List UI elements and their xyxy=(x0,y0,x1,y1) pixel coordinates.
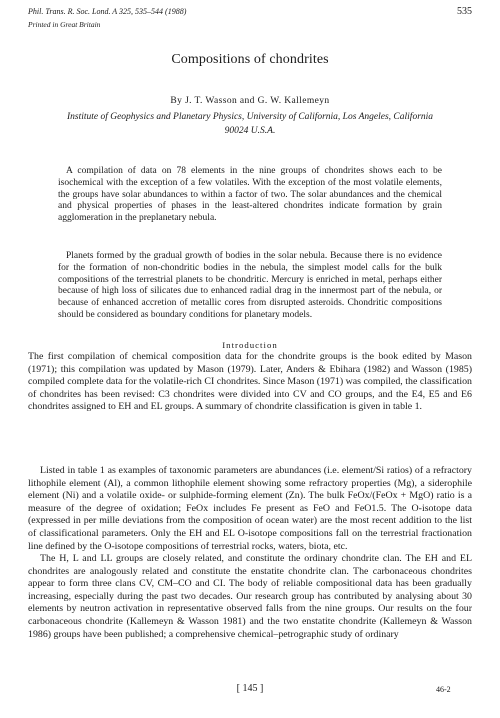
signature-mark: 46-2 xyxy=(436,685,451,694)
author-names: By J. T. Wasson and G. W. Kallemeyn xyxy=(170,96,330,106)
running-head xyxy=(28,7,472,21)
printed-in-note: Printed in Great Britain xyxy=(28,20,101,29)
body-paragraph-3: The H, L and LL groups are closely related, and constitute the ordinary chondrite clan. The EH and EL chondrites are analogously related and constitute the enstatite chondrite clan. The carbonaceous chondrites appear to form three clans CV, CM–CO and CI. The body of reliable compositional data has been gradually increasing, especially during the past two decades. Our research group has contributed by analysing about 30 elements by neutron activation in representative observed falls from the nine groups. Our results on the four carbonaceous chondrite (Kallemeyn & Wasson 1981) and the two enstatite chondrite (Kallemeyn & Wasson 1986) groups have been published; a comprehensive chemical–petrographic study of ordinary xyxy=(28,553,472,640)
author-line xyxy=(0,96,500,106)
abstract-paragraph-2: Planets formed by the gradual growth of bodies in the solar nebula. Because there is no evidence for the formation of non-chondritic bodies in the nebula, the simplest model calls for the bulk compositions of the terrestrial planets to be chondritic. Mercury is enriched in metal, perhaps either because of high loss of silicates due to enhanced radial drag in the innermost part of the nebula, or because of enhanced accretion of metallic cores from disrupted asteroids. Chondritic compositions should be considered as boundary conditions for planetary models. xyxy=(58,251,442,320)
body-paragraph-1: The first compilation of chemical composition data for the chondrite groups is the book edited by Mason (1971); this compilation was updated by Mason (1979). Later, Anders & Ebihara (1982) and Wasson (1985) compiled complete data for the volatile-rich CI chondrites. Since Mason (1971) was compiled, the classification of chondrites has been revised: C3 chondrites were divided into CV and CO groups, and the E4, E5 and E6 chondrites assigned to EH and EL groups. A summary of chondrite classification is given in table 1. xyxy=(28,351,472,413)
affiliation: Institute of Geophysics and Planetary Physics, University of California, Los Angeles, California 90024 U.S.A. xyxy=(66,112,434,136)
page-number: 535 xyxy=(457,6,472,17)
abstract-paragraph-1: A compilation of data on 78 elements in the nine groups of chondrites shows each to be isochemical with the exception of a few volatiles. With the exception of the most volatile elements, the groups have solar abundances to within a factor of two. The solar abundances and the chemical and physical properties of phases in the least-altered chondrites indicate formation by grain agglomeration in the preplanetary nebula. xyxy=(58,166,442,224)
section-heading: Introduction xyxy=(222,340,278,350)
article-title: Compositions of chondrites xyxy=(171,52,329,67)
folio: [ 145 ] xyxy=(236,683,264,694)
body-paragraph-2: Listed in table 1 as examples of taxonomic parameters are abundances (i.e. element/Si ratios) of a refractory lithophile element (Al), a common lithophile element showing some refractory properties (Mg), a siderophile element (Ni) and a volatile oxide- or sulphide-forming element (Zn). The bulk FeOx/(FeOx + MgO) ratio is a measure of the degree of oxidation; FeOx includes Fe present as FeO and FeO1.5. The O-isotope data (expressed in per mille deviations from the composition of ocean water) are the most recent addition to the list of classificational parameters. Only the EH and EL O-isotope compositions fall on the terrestrial fractionation line defined by the O-isotope compositions of terrestrial rocks, waters, biota, etc. xyxy=(28,465,472,552)
journal-reference: Phil. Trans. R. Soc. Lond. A 325, 535–544 (1988) xyxy=(28,7,187,16)
